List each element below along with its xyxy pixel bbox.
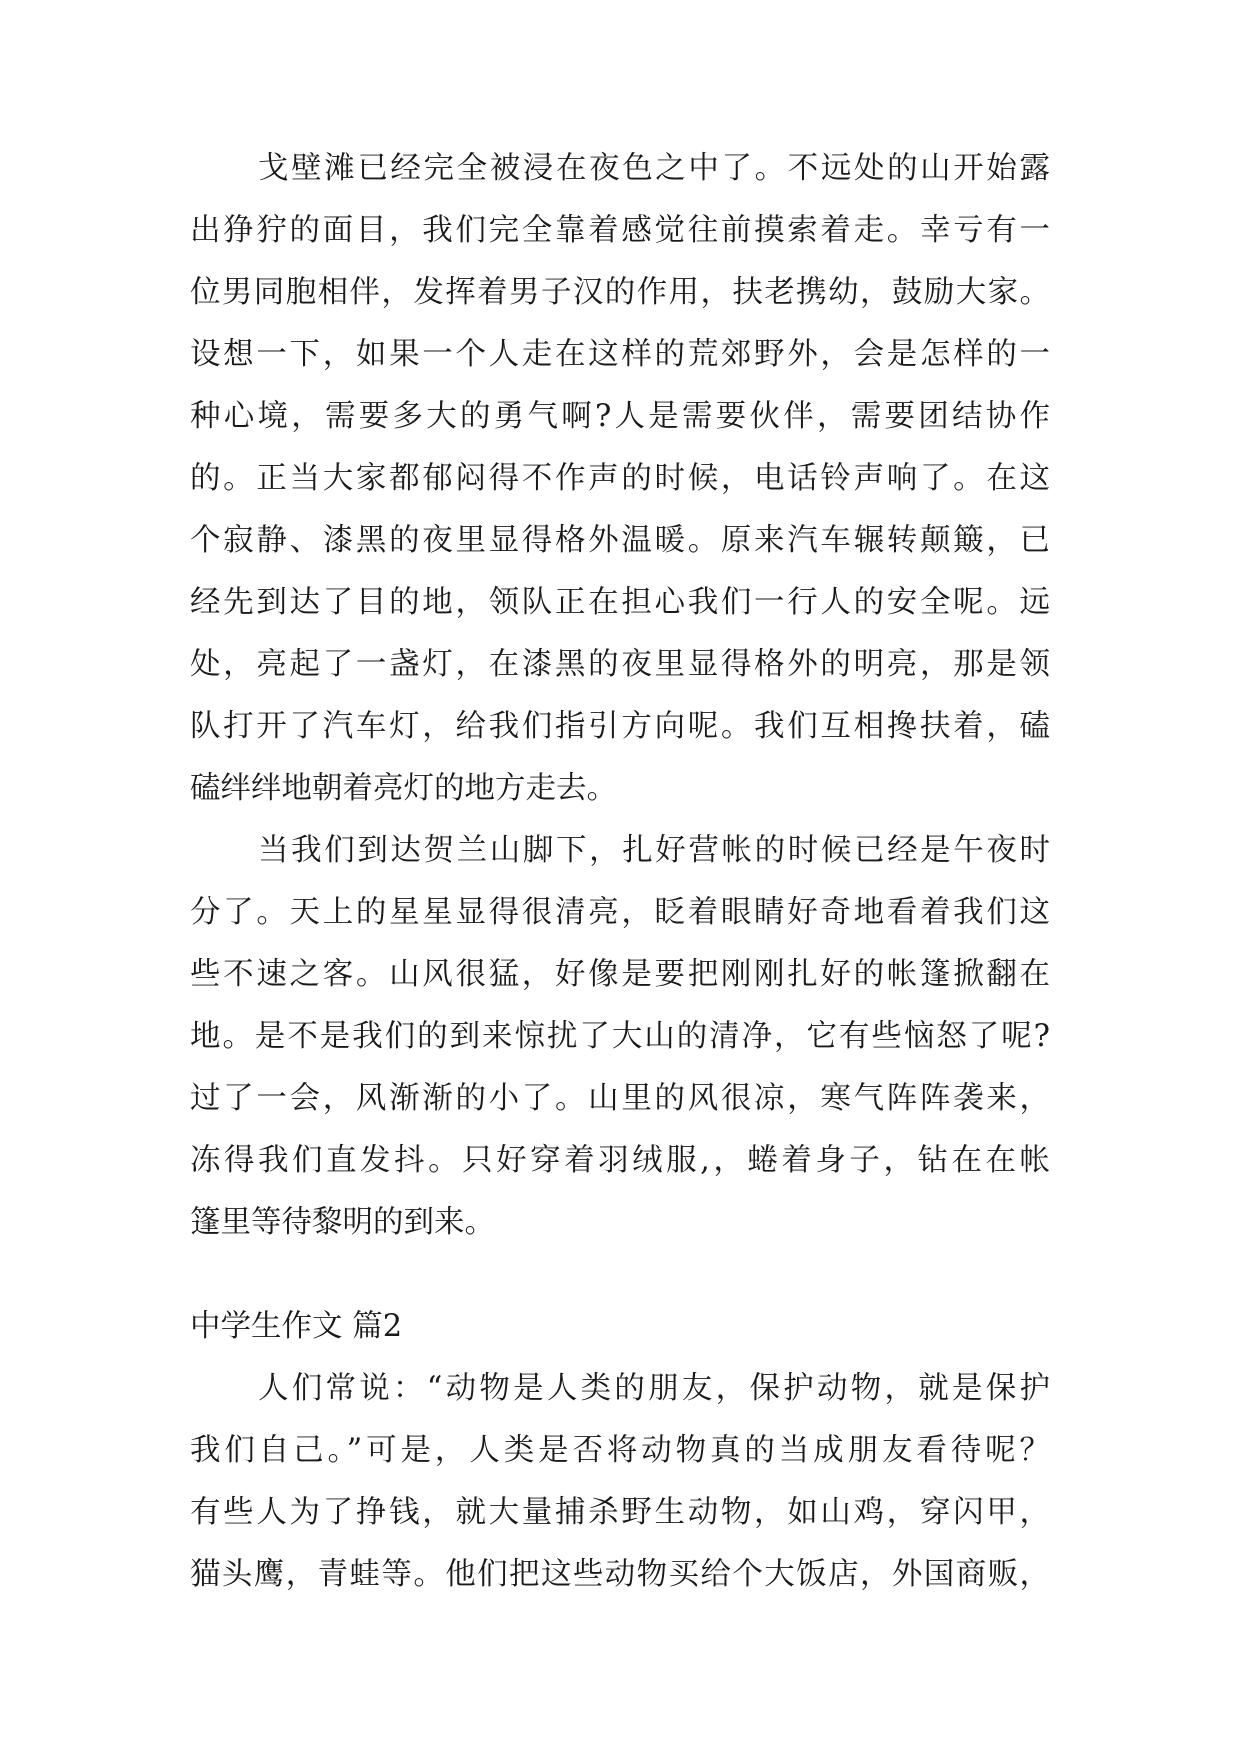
paragraph-1-line-2: 出狰狞的面目，我们完全靠着感觉往前摸索着走。幸亏有一 bbox=[190, 213, 1050, 248]
paragraph-1-line-1: 戈壁滩已经完全被浸在夜色之中了。不远处的山开始露 bbox=[258, 151, 1050, 186]
section-heading: 中学生作文 篇2 bbox=[190, 1309, 403, 1344]
paragraph-1-line-6: 的。正当大家都郁闷得不作声的时候，电话铃声响了。在这 bbox=[190, 461, 1050, 496]
paragraph-3-line-1: 人们常说：“动物是人类的朋友，保护动物，就是保护 bbox=[258, 1371, 1050, 1406]
paragraph-2-line-2: 分了。天上的星星显得很清亮，眨着眼睛好奇地看着我们这 bbox=[190, 895, 1050, 930]
paragraph-1-line-10: 队打开了汽车灯，给我们指引方向呢。我们互相搀扶着，磕 bbox=[190, 709, 1050, 744]
paragraph-2-line-7: 篷里等待黎明的到来。 bbox=[190, 1205, 495, 1240]
paragraph-2-line-4: 地。是不是我们的到来惊扰了大山的清净，它有些恼怒了呢? bbox=[190, 1019, 1050, 1054]
paragraph-2-line-3: 些不速之客。山风很猛，好像是要把刚刚扎好的帐篷掀翻在 bbox=[190, 957, 1050, 992]
paragraph-2-line-6: 冻得我们直发抖。只好穿着羽绒服,，蜷着身子，钻在在帐 bbox=[190, 1143, 1050, 1178]
paragraph-1-line-11: 磕绊绊地朝着亮灯的地方走去。 bbox=[190, 771, 617, 806]
paragraph-2-line-5: 过了一会，风渐渐的小了。山里的风很凉，寒气阵阵袭来， bbox=[190, 1081, 1050, 1116]
paragraph-1-line-7: 个寂静、漆黑的夜里显得格外温暖。原来汽车辗转颠簸，已 bbox=[190, 523, 1050, 558]
paragraph-1-line-3: 位男同胞相伴，发挥着男子汉的作用，扶老携幼，鼓励大家。 bbox=[190, 275, 1050, 310]
paragraph-1-line-5: 种心境，需要多大的勇气啊?人是需要伙伴，需要团结协作 bbox=[190, 399, 1050, 434]
paragraph-1-line-9: 处，亮起了一盏灯，在漆黑的夜里显得格外的明亮，那是领 bbox=[190, 647, 1050, 682]
paragraph-3-line-4: 猫头鹰，青蛙等。他们把这些动物买给个大饭店，外国商贩， bbox=[190, 1557, 1050, 1592]
paragraph-1-line-4: 设想一下，如果一个人走在这样的荒郊野外，会是怎样的一 bbox=[190, 337, 1050, 372]
paragraph-3-line-3: 有些人为了挣钱，就大量捕杀野生动物，如山鸡，穿闪甲， bbox=[190, 1495, 1050, 1530]
paragraph-2-line-1: 当我们到达贺兰山脚下，扎好营帐的时候已经是午夜时 bbox=[258, 833, 1050, 868]
paragraph-3-line-2: 我们自己。”可是，人类是否将动物真的当成朋友看待呢？ bbox=[190, 1433, 1050, 1468]
paragraph-1-line-8: 经先到达了目的地，领队正在担心我们一行人的安全呢。远 bbox=[190, 585, 1050, 620]
